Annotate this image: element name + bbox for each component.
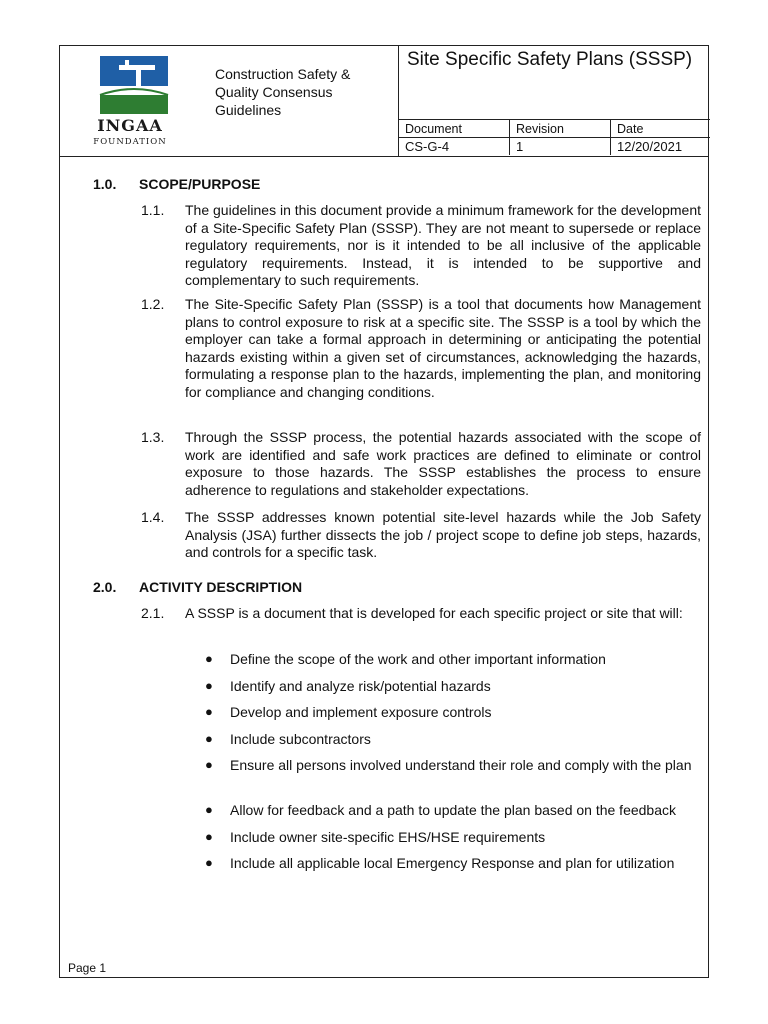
bullet-item [205,650,702,668]
item-text: The SSSP addresses known potential site-level hazards while the Job Safety Analysis (JSA) further dissects the job / project scope to define job steps, hazards, and controls for a specific task. [185,509,701,560]
document-value: CS-G-4 [399,138,510,156]
item-text: The guidelines in this document provide a minimum framework for the development of a Site-Specific Safety Plan (SSSP). They are not meant to supersede or replace regulatory requirements, nor is it intended to be all inclusive of the applicable regulatory requirements. Instead, it is intended to be supportive and complementary to such requirements. [185,202,701,288]
bullet-item [205,703,702,721]
bullet-item [205,756,702,774]
revision-value: 1 [510,138,611,156]
item-number: 1.3. [141,429,165,445]
section-title: ACTIVITY DESCRIPTION [139,579,303,595]
section-heading [93,176,260,192]
document-header [60,46,708,157]
title-cell [398,46,710,156]
bullet-text: Define the scope of the work and other important information [230,651,606,667]
bullet-icon: ● [205,829,213,844]
bullet-icon: ● [205,757,213,772]
document-meta-table [399,119,710,155]
bullet-icon: ● [205,704,213,719]
item-text: A SSSP is a document that is developed for each specific project or site that will: [185,605,683,621]
section-heading [93,579,302,595]
date-value: 12/20/2021 [611,138,711,156]
ingaa-logo-icon [60,46,200,114]
bullet-icon: ● [205,678,213,693]
page-number: Page 1 [68,961,107,975]
bullet-text: Include owner site-specific EHS/HSE requirements [230,829,546,845]
section-number: 2.0. [93,579,117,595]
section-number: 1.0. [93,176,117,192]
logo [60,46,200,156]
logo-subtitle: FOUNDATION [93,137,167,147]
item-number: 1.2. [141,296,165,312]
date-label: Date [611,120,711,138]
bullet-text: Identify and analyze risk/potential hazards [230,678,491,694]
bullet-item [205,677,702,695]
item-text: The Site-Specific Safety Plan (SSSP) is a tool that documents how Management plans to control exposure to risk at a specific site. The SSSP is a tool by which the employer can take a formal approach in determining or anticipating the potential hazards existing within a given set of circumstances, acknowledging the hazards, formulating a response plan to the hazards, implementing the plan, and monitoring for compliance and changing conditions. [185,296,701,400]
document-frame [59,45,709,978]
item-text: Through the SSSP process, the potential hazards associated with the scope of work are identified and safe work practices are defined to eliminate or control exposure to those hazards. The SSSP establishes the process to ensure adherence to regulations and stakeholder expectations. [185,429,701,498]
list-item [141,202,701,290]
logo-name: INGAA [97,116,163,135]
bullet-text: Include all applicable local Emergency Response and plan for utilization [230,855,675,871]
bullet-item [205,730,702,748]
bullet-icon: ● [205,855,213,870]
item-number: 1.1. [141,202,165,218]
bullet-item [205,854,702,872]
list-item [141,605,701,623]
section-title: SCOPE/PURPOSE [139,176,261,192]
document-title: Site Specific Safety Plans (SSSP) [407,49,693,70]
item-number: 2.1. [141,605,165,621]
bullet-text: Ensure all persons involved understand their role and comply with the plan [230,757,692,773]
bullet-icon: ● [205,731,213,746]
bullet-item [205,801,702,819]
bullet-icon: ● [205,802,213,817]
item-number: 1.4. [141,509,165,525]
list-item [141,509,701,562]
bullet-text: Allow for feedback and a path to update the plan based on the feedback [230,802,676,818]
bullet-item [205,828,702,846]
bullet-text: Develop and implement exposure controls [230,704,492,720]
revision-label: Revision [510,120,611,138]
bullet-text: Include subcontractors [230,731,371,747]
document-label: Document [399,120,510,138]
list-item [141,296,701,401]
list-item [141,429,701,499]
bullet-icon: ● [205,651,213,666]
guidelines-title: Construction Safety & Quality Consensus Guidelines [215,66,351,118]
